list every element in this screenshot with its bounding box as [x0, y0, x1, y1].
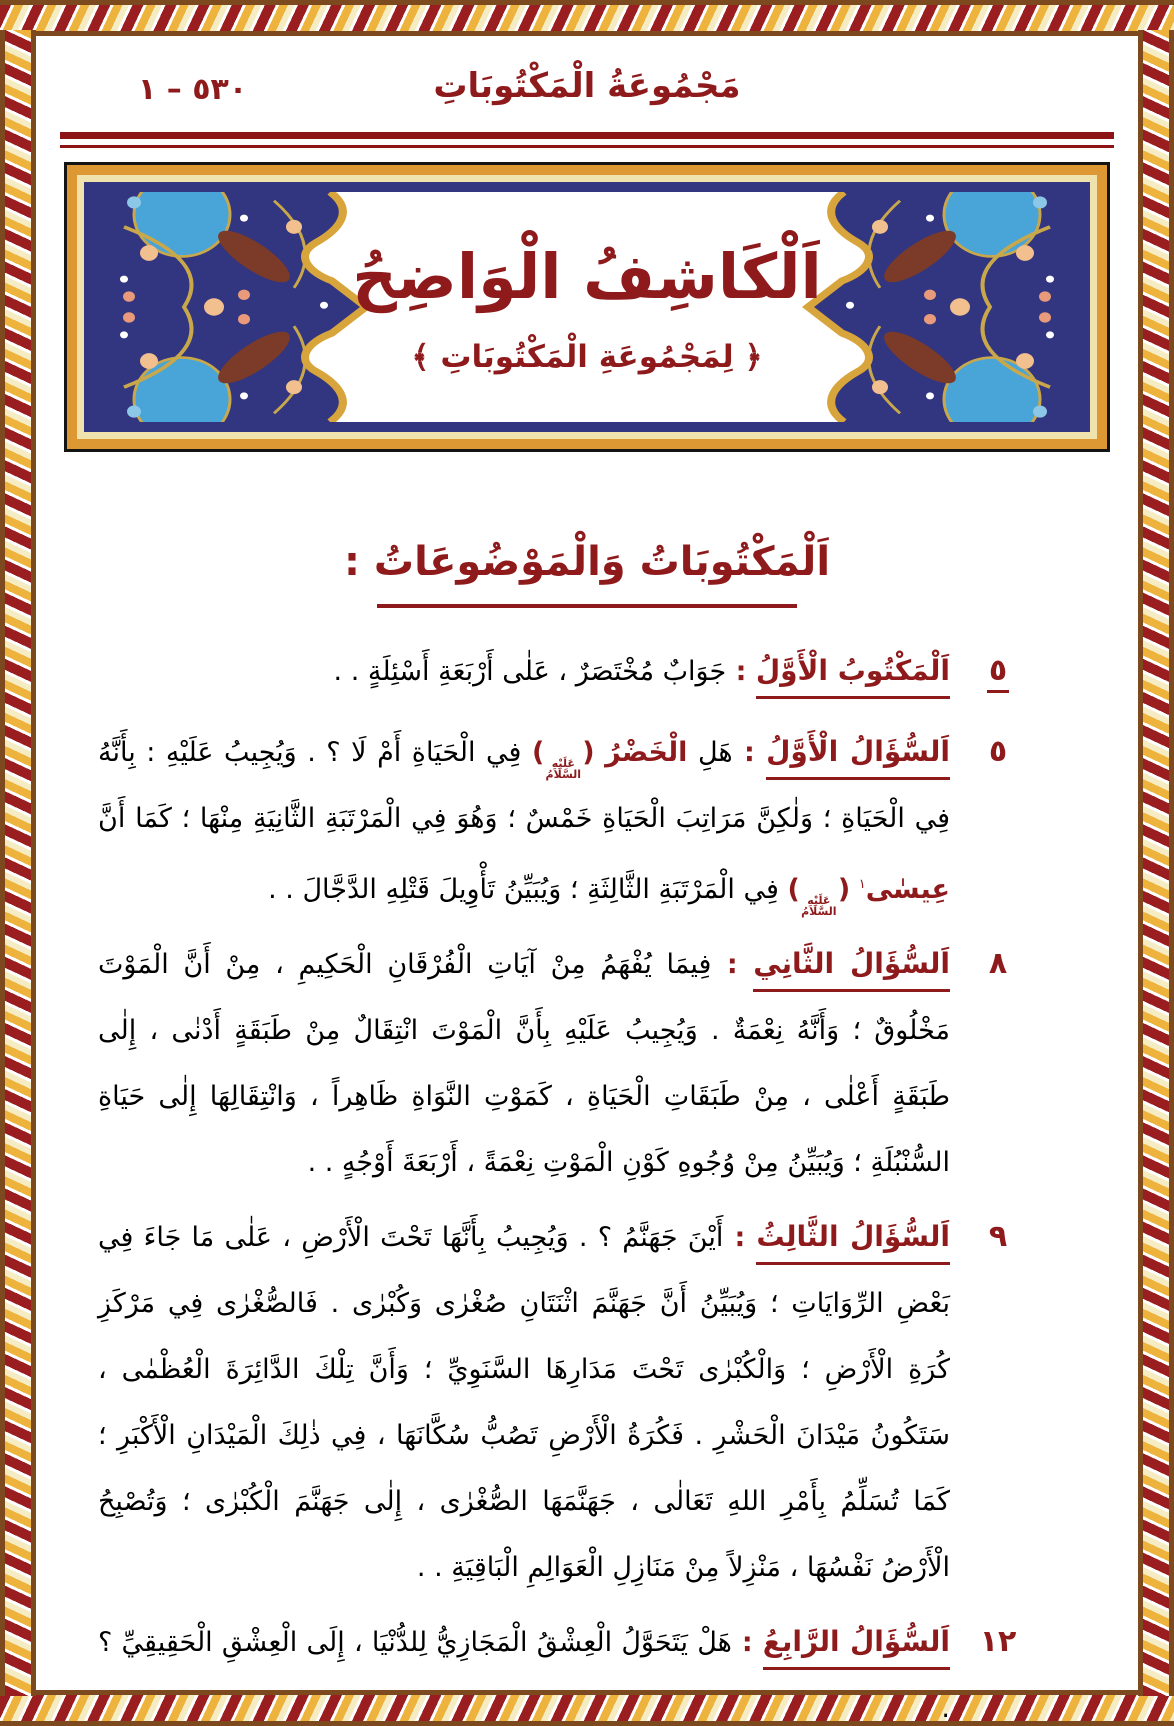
banner-cream-frame — [77, 175, 1097, 439]
body-text — [595, 737, 606, 768]
entry-label: اَلسُّؤَالُ الثَّالِثُ — [756, 1220, 950, 1265]
entry-number: ٨ — [988, 946, 1008, 981]
entry-text — [334, 656, 950, 687]
honorific-seal: ( عَلَيْهِ السَّلَامُ ) — [531, 737, 595, 781]
entry-number: ١٢ — [979, 1624, 1017, 1659]
title-banner — [64, 162, 1110, 452]
honorific-seal: ( عَلَيْهِ السَّلَامُ ) — [787, 874, 851, 918]
body-text: أَيْنَ جَهَنَّمُ ؟ . وَيُجِيبُ بِأَنَّهَا تَحْتَ الْأَرْضِ ، عَلٰى مَا جَاءَ فِي بَعْضِ الرِّوَايَاتِ ؛ وَيُبَيِّنُ أَنَّ جَهَنَّمَ اثْنَتَانِ صُغْرٰى وَكُبْرٰى . فَالصُّغْرٰى فِي مَرْكَزِ كُرَةِ الْأَرْضِ ؛ وَالْكُبْرٰى تَحْتَ مَدَارِهَا السَّنَوِيِّ ؛ وَأَنَّ تِلْكَ الدَّائِرَةَ الْعُظْمٰى ، سَتَكُونُ مَيْدَانَ الْحَشْرِ . فَكُرَةُ الْأَرْضِ تَصُبُّ سُكَّانَهَا ، فِي ذٰلِكَ الْمَيْدَانِ الْأَكْبَرِ ؛ كَمَا تُسَلِّمُ بِأَمْرِ اللهِ تَعَالٰى ، جَهَنَّمَهَا الصُّغْرٰى ، إِلٰى جَهَنَّمَ الْكُبْرٰى ؛ وَتُصْبِحُ الْأَرْضُ نَفْسُهَا ، مَنْزِلاً مِنْ مَنَازِلِ الْعَوَالِمِ الْبَاقِيَةِ . . — [98, 1222, 950, 1583]
entry — [60, 1609, 1114, 1726]
body-text: جَوَابٌ مُخْتَصَرٌ ، عَلٰى أَرْبَعَةِ أَسْئِلَةٍ . . — [333, 656, 727, 687]
entry-label: اَلسُّؤَالُ الْأَوَّلُ — [766, 735, 950, 780]
body-text: هَلْ يَتَحَوَّلُ الْعِشْقُ الْمَجَازِيُّ لِلدُّنْيَا ، إِلَى الْعِشْقِ الْحَقِيقِيِّ ؟ . — [98, 1627, 950, 1724]
entry-label: اَلْمَكْتُوبُ الْأَوَّلُ — [756, 654, 950, 699]
entry-number: ٩ — [988, 1219, 1008, 1254]
running-header — [60, 60, 1114, 126]
book-title: مَجْمُوعَةُ الْمَكْتُوبَاتِ — [433, 66, 741, 106]
entry-label: اَلسُّؤَالُ الثَّانِي — [753, 947, 950, 992]
entries — [60, 638, 1114, 1726]
entry — [60, 719, 1114, 923]
banner-title: اَلْكَاشِفُ الْوَاضِحُ — [352, 239, 822, 313]
body-text: فِي الْحَيَاةِ أَمْ لَا ؟ . وَيُجِيبُ عَلَيْهِ : بِأَنَّهُ فِي الْحَيَاةِ ؛ وَلٰكِنَّ مَرَاتِبَ الْحَيَاةِ خَمْسٌ ؛ وَهُوَ فِي الْمَرْتَبَةِ الثَّانِيَةِ مِنْهَا ؛ كَمَا أَنَّ — [98, 737, 950, 834]
entry-number: ٥ — [968, 638, 1028, 693]
section-heading: اَلْمَكْتُوبَاتُ وَالْمَوْضُوعَاتُ : — [343, 539, 831, 585]
entry — [60, 931, 1114, 1196]
entry-text — [98, 1222, 950, 1583]
banner-orange-frame — [67, 165, 1107, 449]
highlighted-word: : — [731, 1627, 763, 1658]
highlighted-word: : — [732, 737, 767, 768]
border-right-ornament — [1138, 30, 1174, 1696]
entry-label: اَلسُّؤَالُ الرَّابِعُ — [763, 1625, 950, 1670]
footnote-marker: ١ — [858, 877, 866, 892]
banner-inner-panel — [84, 182, 1090, 432]
body-text: فِيمَا يُفْهَمُ مِنْ آيَاتِ الْفُرْقَانِ الْحَكِيمِ ، مِنْ أَنَّ الْمَوْتَ مَخْلُوقٌ ؛ وَأَنَّهُ نِعْمَةٌ . وَيُجِيبُ عَلَيْهِ بِأَنَّ الْمَوْتَ انْتِقَالٌ مِنْ طَبَقَةٍ أَدْنٰى ، إِلٰى طَبَقَةٍ أَعْلٰى ، مِنْ طَبَقَاتِ الْحَيَاةِ ، كَمَوْتِ النَّوَاةِ ظَاهِراً ، وَانْتِقَالِهَا إِلٰى حَيَاةِ السُّنْبُلَةِ ؛ وَيُبَيِّنُ مِنْ وُجُوهِ كَوْنِ الْمَوْتِ نِعْمَةً ، أَرْبَعَةَ أَوْجُهٍ . . — [98, 949, 950, 1178]
banner-subtitle: ﴿ لِمَجْمُوعَةِ الْمَكْتُوبَاتِ ﴾ — [411, 338, 763, 375]
entry-text — [98, 949, 950, 1178]
entry — [60, 638, 1114, 705]
highlighted-word: : — [723, 1222, 757, 1253]
entry-number-underline — [987, 690, 1009, 693]
page-content — [36, 36, 1138, 1724]
highlighted-word: : — [711, 949, 754, 980]
entry — [60, 1204, 1114, 1601]
section-heading-underline — [377, 604, 797, 608]
page-number-range: ٥٣٠ – ١ — [138, 72, 248, 107]
highlighted-word: عِيسٰى — [865, 874, 950, 905]
entry-text — [98, 735, 950, 918]
entry-text — [98, 1627, 950, 1724]
body-text: هَلِ — [687, 737, 733, 768]
border-left-ornament — [0, 30, 36, 1696]
highlighted-word: : — [726, 656, 756, 687]
border-top-ornament — [0, 0, 1174, 36]
banner-text-block — [94, 192, 1080, 422]
highlighted-word: الْخَضْرُ — [605, 737, 688, 768]
body-text — [850, 874, 859, 905]
header-double-rule — [60, 132, 1114, 148]
body-text: فِي الْمَرْتَبَةِ الثَّالِثَةِ ؛ وَيُبَيِّنُ تَأْوِيلَ قَتْلِهِ الدَّجَّالَ . . — [268, 874, 788, 905]
entry-number: ٥ — [988, 734, 1008, 769]
